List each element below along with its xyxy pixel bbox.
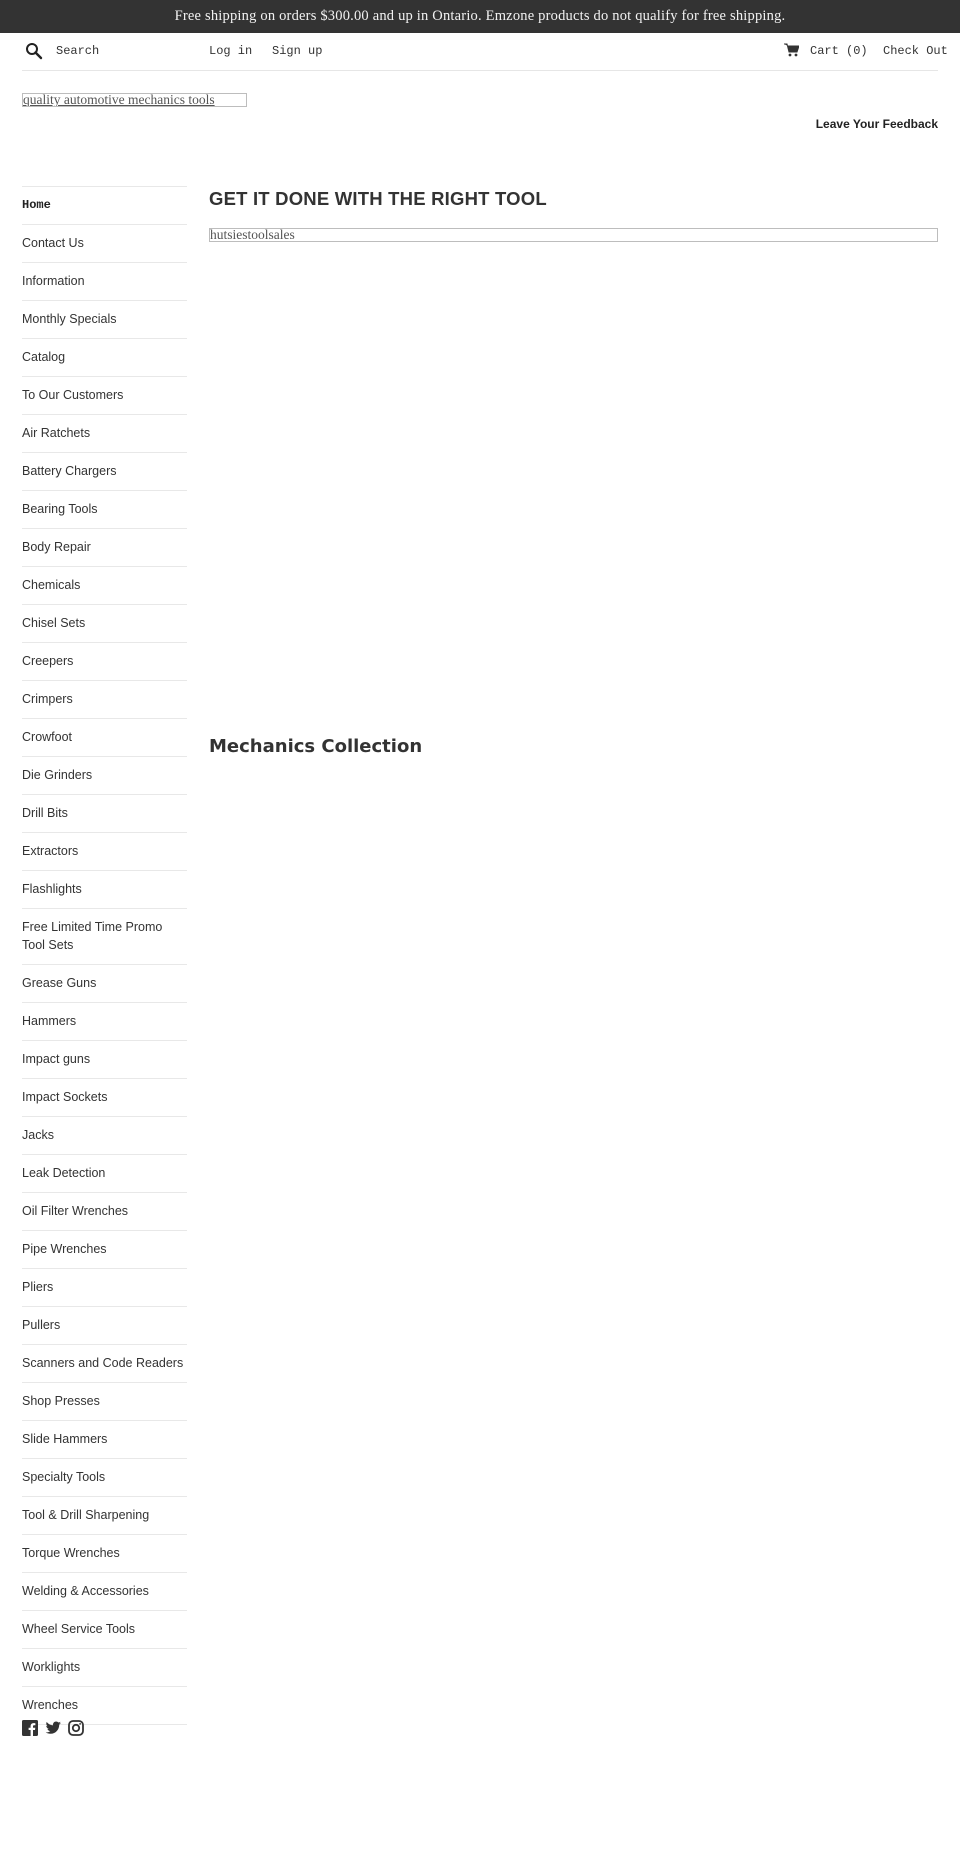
sidebar-item bbox=[22, 1193, 187, 1231]
sidebar-link[interactable]: Hammers bbox=[22, 1014, 77, 1028]
collection-title: Mechanics Collection bbox=[209, 736, 423, 757]
announcement-text: Free shipping on orders $300.00 and up in Ontario. Emzone products do not qualify for free shipping. bbox=[174, 8, 786, 24]
sidebar-link[interactable]: Pullers bbox=[22, 1318, 61, 1332]
sidebar-item bbox=[22, 909, 187, 965]
sidebar-link[interactable]: Air Ratchets bbox=[22, 426, 91, 440]
sidebar-item bbox=[22, 1307, 187, 1345]
site-logo[interactable]: quality automotive mechanics tools bbox=[22, 93, 247, 107]
cart-icon[interactable] bbox=[784, 43, 799, 57]
sidebar-link[interactable]: Pipe Wrenches bbox=[22, 1242, 107, 1256]
sidebar-link[interactable]: Body Repair bbox=[22, 540, 91, 554]
sidebar-link[interactable]: Monthly Specials bbox=[22, 312, 117, 326]
sidebar-link[interactable]: Worklights bbox=[22, 1660, 81, 1674]
instagram-icon[interactable] bbox=[68, 1720, 84, 1736]
sidebar-link[interactable]: Flashlights bbox=[22, 882, 82, 896]
sidebar-link[interactable]: Impact Sockets bbox=[22, 1090, 108, 1104]
cart-link[interactable]: Cart (0) bbox=[810, 44, 868, 58]
sidebar-link[interactable]: Slide Hammers bbox=[22, 1432, 108, 1446]
sidebar-link[interactable]: Impact guns bbox=[22, 1052, 91, 1066]
facebook-icon[interactable] bbox=[22, 1720, 38, 1736]
sidebar-item bbox=[22, 225, 187, 263]
sidebar-item bbox=[22, 1155, 187, 1193]
sidebar-item bbox=[22, 1649, 187, 1687]
sidebar-item bbox=[22, 339, 187, 377]
sidebar-item bbox=[22, 415, 187, 453]
search-icon[interactable] bbox=[25, 42, 43, 60]
sidebar-link[interactable]: Contact Us bbox=[22, 236, 84, 250]
sidebar-item bbox=[22, 795, 187, 833]
sidebar-item bbox=[22, 377, 187, 415]
sidebar-item bbox=[22, 719, 187, 757]
sidebar-item bbox=[22, 567, 187, 605]
top-bar bbox=[22, 33, 948, 71]
twitter-icon[interactable] bbox=[45, 1720, 61, 1736]
sidebar-item bbox=[22, 681, 187, 719]
sidebar-link[interactable]: Wheel Service Tools bbox=[22, 1622, 136, 1636]
sidebar-item bbox=[22, 833, 187, 871]
sidebar-link[interactable]: Pliers bbox=[22, 1280, 54, 1294]
sidebar-item bbox=[22, 643, 187, 681]
sidebar-link[interactable]: Oil Filter Wrenches bbox=[22, 1204, 129, 1218]
sidebar-link[interactable]: Welding & Accessories bbox=[22, 1584, 149, 1598]
sidebar-link[interactable]: Free Limited Time Promo Tool Sets bbox=[22, 920, 163, 952]
sidebar-link[interactable]: Drill Bits bbox=[22, 806, 68, 820]
sidebar-item bbox=[22, 1497, 187, 1535]
sidebar-link[interactable]: Leak Detection bbox=[22, 1166, 106, 1180]
sidebar-item bbox=[22, 1421, 187, 1459]
sidebar-item bbox=[22, 187, 187, 225]
sidebar-link[interactable]: Torque Wrenches bbox=[22, 1546, 120, 1560]
sidebar-item bbox=[22, 605, 187, 643]
sidebar-link[interactable]: Wrenches bbox=[22, 1698, 79, 1712]
social-links bbox=[22, 1720, 84, 1736]
sidebar-item bbox=[22, 529, 187, 567]
sidebar-item bbox=[22, 491, 187, 529]
sidebar-item bbox=[22, 1117, 187, 1155]
search-input[interactable] bbox=[56, 41, 206, 61]
signup-link[interactable]: Sign up bbox=[272, 44, 323, 58]
page-title: GET IT DONE WITH THE RIGHT TOOL bbox=[209, 188, 547, 209]
sidebar-nav bbox=[22, 186, 187, 1725]
login-link[interactable]: Log in bbox=[209, 44, 253, 58]
sidebar-link[interactable]: Catalog bbox=[22, 350, 66, 364]
sidebar-item bbox=[22, 453, 187, 491]
sidebar-item bbox=[22, 1041, 187, 1079]
sidebar-item bbox=[22, 1345, 187, 1383]
sidebar-item bbox=[22, 1003, 187, 1041]
sidebar-item bbox=[22, 263, 187, 301]
sidebar-item bbox=[22, 1079, 187, 1117]
sidebar-link[interactable]: Chisel Sets bbox=[22, 616, 86, 630]
sidebar-item bbox=[22, 301, 187, 339]
sidebar-link[interactable]: Jacks bbox=[22, 1128, 54, 1142]
checkout-link[interactable]: Check Out bbox=[883, 44, 948, 58]
sidebar-link[interactable]: Specialty Tools bbox=[22, 1470, 106, 1484]
sidebar-item bbox=[22, 965, 187, 1003]
sidebar-item bbox=[22, 871, 187, 909]
sidebar-link[interactable]: To Our Customers bbox=[22, 388, 124, 402]
sidebar-link[interactable]: Chemicals bbox=[22, 578, 81, 592]
sidebar-item bbox=[22, 1535, 187, 1573]
sidebar-link[interactable]: Battery Chargers bbox=[22, 464, 117, 478]
sidebar-item bbox=[22, 1383, 187, 1421]
feedback-link[interactable]: Leave Your Feedback bbox=[815, 117, 938, 131]
sidebar-item bbox=[22, 1573, 187, 1611]
sidebar-link[interactable]: Bearing Tools bbox=[22, 502, 98, 516]
sidebar-link[interactable]: Scanners and Code Readers bbox=[22, 1356, 184, 1370]
sidebar-item bbox=[22, 1611, 187, 1649]
sidebar-item bbox=[22, 1231, 187, 1269]
sidebar-item bbox=[22, 757, 187, 795]
sidebar-link[interactable]: Extractors bbox=[22, 844, 79, 858]
sidebar-item bbox=[22, 1459, 187, 1497]
sidebar-link[interactable]: Crowfoot bbox=[22, 730, 73, 744]
sidebar-link[interactable]: Creepers bbox=[22, 654, 74, 668]
sidebar-link[interactable]: Die Grinders bbox=[22, 768, 93, 782]
sidebar-item bbox=[22, 1269, 187, 1307]
hero-image: hutsiestoolsales bbox=[209, 228, 938, 242]
sidebar-link[interactable]: Tool & Drill Sharpening bbox=[22, 1508, 150, 1522]
sidebar-link[interactable]: Home bbox=[22, 198, 51, 212]
sidebar-link[interactable]: Grease Guns bbox=[22, 976, 97, 990]
sidebar-link[interactable]: Shop Presses bbox=[22, 1394, 100, 1408]
sidebar-link[interactable]: Information bbox=[22, 274, 85, 288]
announcement-bar bbox=[0, 0, 960, 33]
sidebar-link[interactable]: Crimpers bbox=[22, 692, 73, 706]
